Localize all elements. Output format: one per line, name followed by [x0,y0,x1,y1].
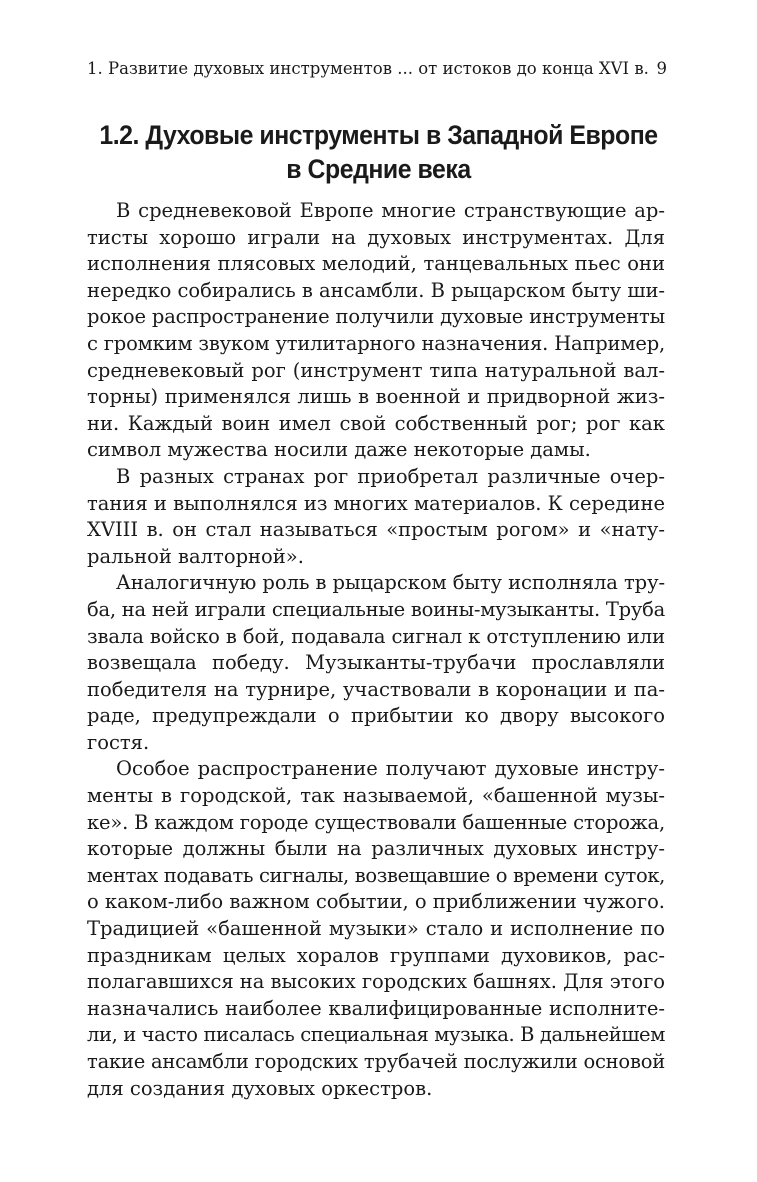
page-number: 9 [656,59,667,78]
text-line: нередко собирались в ансамбли. В рыцарском быту ши- [87,278,665,302]
text-line: полагавшихся на высоких городских башнях. Для этого [87,970,666,994]
text-line: для создания духовых оркестров. [87,1076,433,1100]
paragraph-3 [87,570,665,756]
text-line: праздникам целых хоралов группами духовиков, рас- [87,943,665,967]
text-line: ментах подавать сигналы, возвещавшие о времени суток, [87,863,665,887]
section-title-line-1: 1.2. Духовые инструменты в Западной Европе [99,120,658,150]
text-line: ба, на ней играли специальные воины-музыканты. Труба [87,597,665,621]
text-line: с громким звуком утилитарного назначения. Например, [87,331,665,355]
text-line: В средневековой Европе многие странствующие ар- [116,199,665,222]
text-line: возвещала победу. Музыканты-трубачи прославляли [87,651,665,675]
text-line: гостя. [87,730,150,754]
text-line: которые должны были на различных духовых инстру- [87,837,665,861]
text-line: XVIII в. он стал называться «простым рогом» и «нату- [87,518,665,542]
text-line: рокое распространение получили духовые инструменты [87,305,665,329]
section-title [85,118,671,186]
text-line: Традицией «башенной музыки» стало и исполнение по [87,917,665,941]
paragraph-2 [87,464,665,570]
text-line: Аналогичную роль в рыцарском быту исполняла тру- [116,571,665,595]
text-line: звала войско в бой, подавала сигнал к отступлению или [87,624,665,648]
paragraph-4 [87,756,665,1102]
text-line: тания и выполнялся из многих материалов. К середине [87,491,665,515]
running-head [87,56,667,82]
text-line: торны) применялся лишь в военной и придворной жиз- [87,385,665,409]
text-line: менты в городской, так называемой, «башенной музы- [87,784,665,808]
text-line: о каком-либо важном событии, о приближении чужого. [87,890,665,914]
text-line: раде, предупреждали о прибытии ко двору высокого [87,704,665,728]
paragraph-1 [87,198,665,464]
running-head-title: 1. Развитие духовых инструментов ... от истоков до конца XVI в. [87,59,649,78]
text-line: победителя на турнире, участвовали в коронации и па- [87,677,665,701]
text-line: средневековый рог (инструмент типа натуральной вал- [87,358,665,382]
text-line: Особое распространение получают духовые инстру- [116,757,665,781]
text-line: назначались наиболее квалифицированные исполните- [87,996,665,1020]
text-line: ральной валторной». [87,544,304,568]
text-line: ке». В каждом городе существовали башенные сторожа, [87,810,665,834]
text-line: исполнения плясовых мелодий, танцевальных пьес они [87,252,665,276]
text-line: ни. Каждый воин имел свой собственный рог; рог как [87,411,665,435]
section-title-line-2: в Средние века [286,154,471,184]
text-line: ли, и часто писалась специальная музыка. В дальнейшем [87,1023,665,1047]
text-line: такие ансамбли городских трубачей послужили основой [87,1050,665,1073]
body-text [87,198,665,1102]
text-line: тисты хорошо играли на духовых инструментах. Для [87,225,665,249]
text-line: символ мужества носили даже некоторые дамы. [87,438,591,462]
text-line: В разных странах рог приобретал различные очер- [116,464,665,488]
